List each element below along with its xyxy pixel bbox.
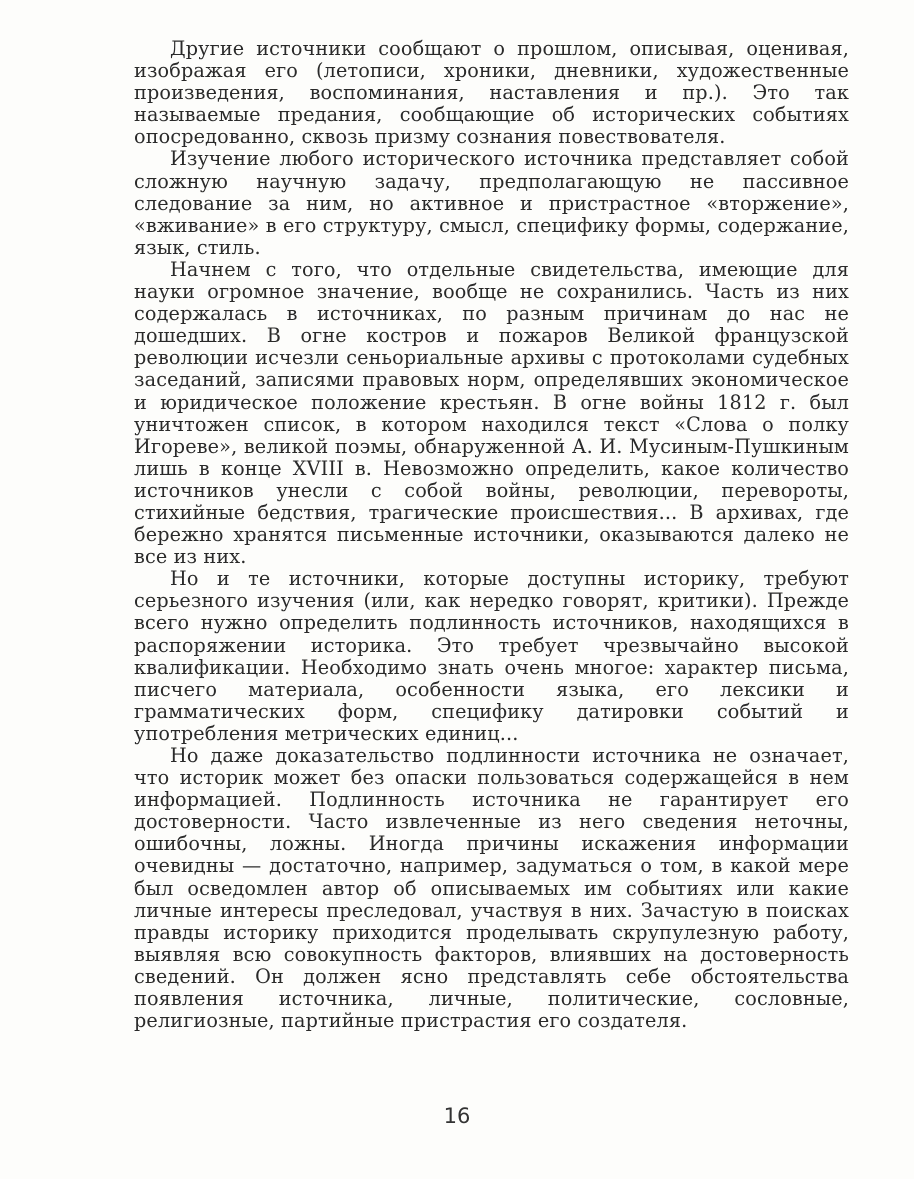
paragraph-other-sources: Другие источники сообщают о прошлом, описывая, оценивая, изображая его (летописи, хроники, дневники, художественные произведения, воспоминания, наставления и пр.). Это так называемые предания, сообщающие об исторических событиях опосредованно, сквозь призму сознания повествователя.: [134, 37, 849, 149]
body-text: [134, 38, 849, 1032]
paragraph-reliability: Но даже доказательство подлинности источника не означает, что историк может без опаски пользоваться содержащейся в нем информацией. Подлинность источника не гарантирует его достоверности. Часто извлеченные из него сведения неточны, ошибочны, ложны. Иногда причины искажения информации очевидны — достаточно, например, задуматься о том, в какой мере был осведомлен автор об описываемых им событиях или какие личные интересы преследовал, участвуя в них. Зачастую в поисках правды историку приходится проделывать скрупулезную работу, выявляя всю совокупность факторов, влиявших на достоверность сведений. Он должен ясно представлять себе обстоятельства появления источника, личные, политические, сословные, религиозные, партийные пристрастия его создателя.: [134, 744, 849, 1033]
paragraph-source-study: Изучение любого исторического источника представляет собой сложную научную задачу, предполагающую не пассивное следование за ним, но активное и пристрастное «вторжение», «вживание» в его структуру, смысл, специфику формы, содержание, язык, стиль.: [134, 147, 849, 259]
paragraph-authenticity: Но и те источники, которые доступны историку, требуют серьезного изучения (или, как нередко говорят, критики). Прежде всего нужно определить подлинность источников, находящихся в распоряжении историка. Это требует чрезвычайно высокой квалификации. Необходимо знать очень многое: характер письма, писчего материала, особенности языка, его лексики и грамматических форм, специфику датировки событий и употребления метрических единиц...: [134, 567, 849, 745]
paragraph-lost-evidence: Начнем с того, что отдельные свидетельства, имеющие для науки огромное значение, вообще не сохранились. Часть из них содержалась в источниках, по разным причинам до нас не дошедших. В огне костров и пожаров Великой французской революции исчезли сеньориальные архивы с протоколами судебных заседаний, записями правовых норм, определявших экономическое и юридическое положение крестьян. В огне войны 1812 г. был уничтожен список, в котором находился текст «Слова о полку Игореве», великой поэмы, обнаруженной А. И. Мусиным-Пушкиным лишь в конце XVIII в. Невозможно определить, какое количество источников унесли с собой войны, революции, перевороты, стихийные бедствия, трагические происшествия... В архивах, где бережно хранятся письменные источники, оказываются далеко не все из них.: [134, 257, 849, 569]
page-number: 16: [443, 1104, 471, 1128]
